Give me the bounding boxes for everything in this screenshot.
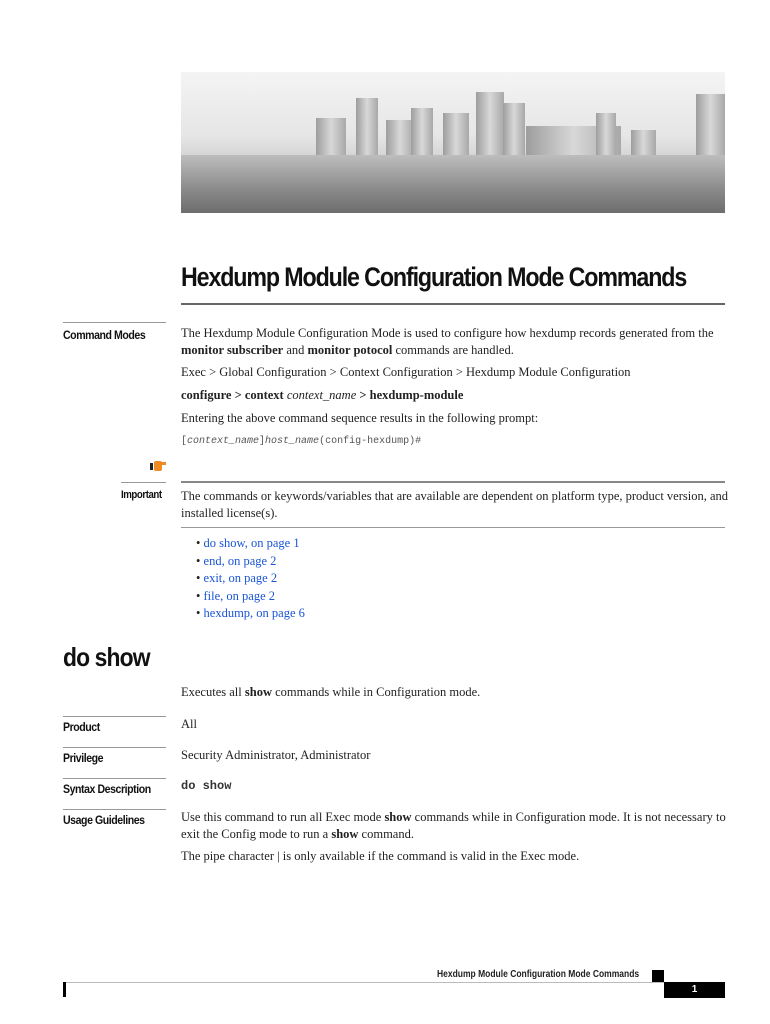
toc-list xyxy=(196,535,305,623)
prompt-example: [context_name]host_name(config-hexdump)# xyxy=(181,436,422,447)
important-hand-icon xyxy=(150,460,166,472)
label-rule xyxy=(63,809,166,810)
command-modes-intro: The Hexdump Module Configuration Mode is used to configure how hexdump records generated from the monitor subscriber and monitor potocol commands are handled. xyxy=(181,326,714,357)
footer-left-bar xyxy=(63,982,66,997)
important-bottom-rule xyxy=(181,527,725,528)
page-number: 1 xyxy=(664,982,725,998)
syntax-value: do show xyxy=(181,779,232,793)
important-top-rule xyxy=(181,481,725,483)
usage-guidelines-pipe-note: The pipe character | is only available if the command is valid in the Exec mode. xyxy=(181,849,580,863)
privilege-value: Security Administrator, Administrator xyxy=(181,748,371,762)
city-skyline-banner-image xyxy=(181,72,725,213)
label-rule xyxy=(63,716,166,717)
important-label: Important xyxy=(121,489,162,501)
title-rule xyxy=(181,303,725,305)
command-modes-label: Command Modes xyxy=(63,328,146,342)
label-rule xyxy=(63,322,166,323)
footer-marker xyxy=(652,970,664,982)
toc-item[interactable]: • hexdump, on page 6 xyxy=(196,606,305,620)
page-title: Hexdump Module Configuration Mode Commands xyxy=(181,262,687,292)
toc-item[interactable]: • exit, on page 2 xyxy=(196,571,278,585)
syntax-description-label: Syntax Description xyxy=(63,782,151,796)
prompt-intro: Entering the above command sequence results in the following prompt: xyxy=(181,411,539,425)
mode-path: Exec > Global Configuration > Context Configuration > Hexdump Module Configuration xyxy=(181,365,631,379)
section-heading-do-show: do show xyxy=(63,642,150,672)
toc-item[interactable]: • end, on page 2 xyxy=(196,553,277,568)
footer-title: Hexdump Module Configuration Mode Commands xyxy=(437,969,640,980)
usage-guidelines-label: Usage Guidelines xyxy=(63,813,145,827)
mode-command: configure > context context_name > hexdump-module xyxy=(181,388,464,402)
important-text: The commands or keywords/variables that are available are dependent on platform type, product version, and installed license(s). xyxy=(181,489,729,520)
product-label: Product xyxy=(63,720,100,734)
usage-guidelines-text: Use this command to run all Exec mode show commands while in Configuration mode. It is not necessary to exit the Config mode to run a show command. xyxy=(181,810,726,841)
toc-item[interactable]: • do show, on page 1 xyxy=(196,536,300,550)
privilege-label: Privilege xyxy=(63,751,104,765)
important-label-rule xyxy=(121,482,166,483)
label-rule xyxy=(63,747,166,748)
product-value: All xyxy=(181,717,197,731)
do-show-description: Executes all show commands while in Configuration mode. xyxy=(181,685,481,699)
label-rule xyxy=(63,778,166,779)
toc-item[interactable]: • file, on page 2 xyxy=(196,588,276,603)
footer-rule xyxy=(63,982,725,983)
